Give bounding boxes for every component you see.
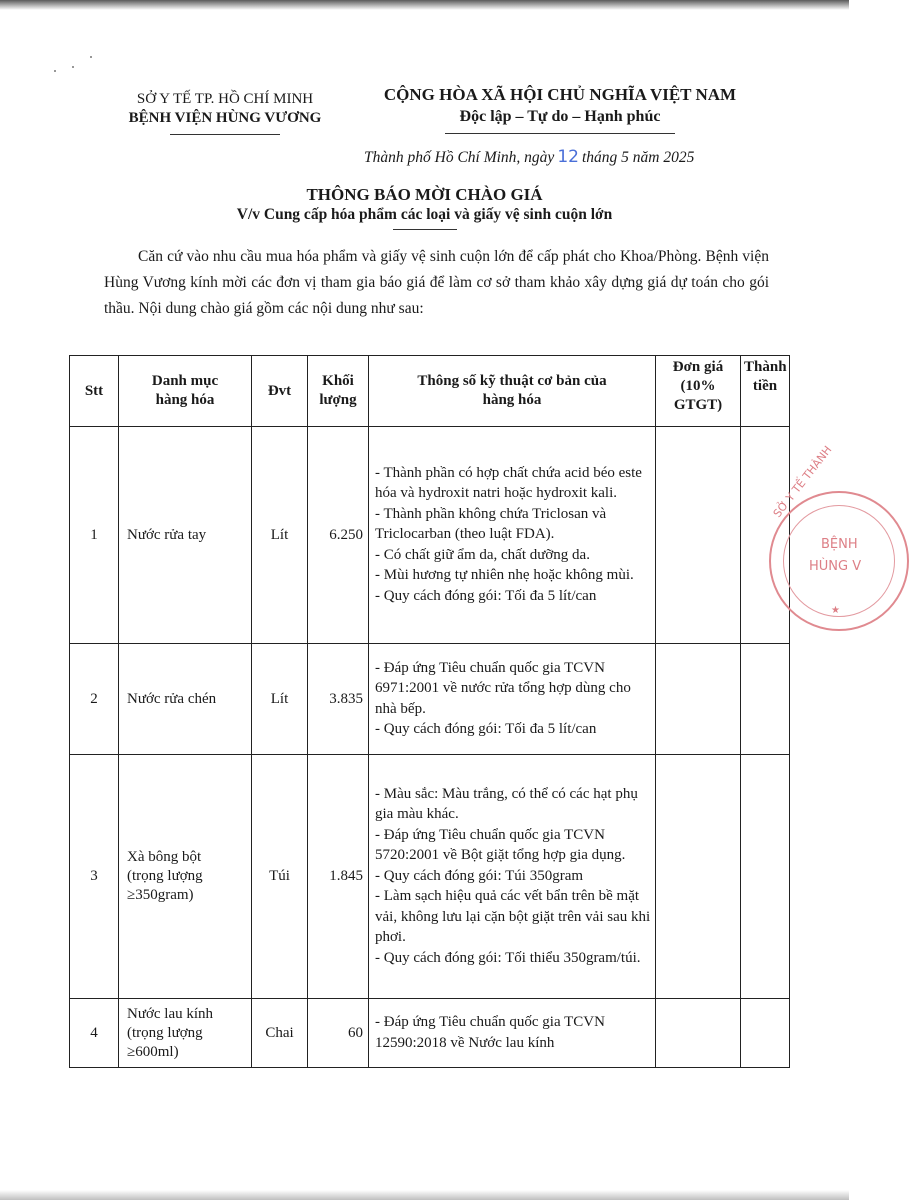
dateline-prefix: Thành phố Hồ Chí Minh, ngày	[364, 149, 555, 166]
cell-stt: 1	[70, 427, 119, 644]
dateline	[364, 147, 694, 167]
table-row	[70, 644, 790, 755]
header-national-motto	[355, 84, 765, 134]
cell-unit: Chai	[252, 999, 308, 1068]
scan-speck	[90, 56, 92, 58]
spec-line: - Thành phần không chứa Triclosan và Triclocarban (theo luật FDA).	[375, 505, 607, 543]
cell-specification	[369, 644, 656, 755]
cell-unit: Túi	[252, 755, 308, 999]
item-name-line: Nước rửa chén	[127, 690, 217, 707]
seal-text-line1: BỆNH	[821, 537, 858, 552]
spec-line: - Quy cách đóng gói: Tối đa 5 lít/can	[375, 587, 597, 604]
scan-speck	[72, 66, 74, 68]
cell-quantity: 3.835	[308, 644, 369, 755]
item-name-line: Xà bông bột	[127, 849, 202, 865]
document-subtitle: V/v Cung cấp hóa phẩm các loại và giấy vệ sinh cuộn lớn	[236, 206, 613, 223]
cell-amount	[741, 755, 790, 999]
header-country-name: CỘNG HÒA XÃ HỘI CHỦ NGHĨA VIỆT NAM	[383, 85, 737, 104]
header-agency-name: BỆNH VIỆN HÙNG VƯƠNG	[128, 110, 322, 126]
table-row	[70, 427, 790, 644]
spec-line: - Đáp ứng Tiêu chuẩn quốc gia TCVN 5720:2001 về Bột giặt tổng hợp gia dụng.	[375, 826, 626, 864]
cell-quantity: 60	[308, 999, 369, 1068]
spec-line: - Làm sạch hiệu quả các vết bẩn trên bề mặt vải, không lưu lại cặn bột giặt trên vải sau khi phơi.	[375, 888, 651, 946]
table-row	[70, 999, 790, 1068]
scan-edge-bottom	[0, 1190, 849, 1200]
red-seal-stamp	[769, 443, 909, 631]
header-agency-parent: SỞ Y TẾ TP. HỒ CHÍ MINH	[136, 91, 314, 107]
cell-unit: Lít	[252, 644, 308, 755]
header-motto: Độc lập – Tự do – Hạnh phúc	[459, 108, 661, 125]
cell-specification	[369, 427, 656, 644]
spec-line: - Màu sắc: Màu trắng, có thể có các hạt phụ gia màu khác.	[375, 785, 638, 823]
cell-specification	[369, 999, 656, 1068]
document-title: THÔNG BÁO MỜI CHÀO GIÁ	[306, 185, 543, 204]
table-header-row	[70, 356, 790, 427]
cell-item-name	[119, 999, 252, 1068]
spec-line: - Quy cách đóng gói: Tối thiểu 350gram/túi.	[375, 949, 641, 966]
spec-line: - Đáp ứng Tiêu chuẩn quốc gia TCVN 12590:2018 về Nước lau kính	[375, 1014, 605, 1051]
spec-line: - Quy cách đóng gói: Túi 350gram	[375, 867, 584, 884]
seal-star-icon: ★	[831, 605, 840, 616]
cell-stt: 2	[70, 644, 119, 755]
dateline-suffix: tháng 5 năm 2025	[581, 149, 695, 166]
col-header-stt: Stt	[70, 356, 119, 427]
item-name-line: (trọng lượng	[127, 1024, 203, 1041]
cell-unit-price	[656, 755, 741, 999]
cell-unit-price	[656, 427, 741, 644]
header-agency	[100, 90, 350, 135]
dateline-day-handwritten: 12	[557, 147, 579, 167]
cell-item-name	[119, 427, 252, 644]
cell-stt: 4	[70, 999, 119, 1068]
cell-item-name	[119, 755, 252, 999]
spec-line: - Mùi hương tự nhiên nhẹ hoặc không mùi.	[375, 567, 634, 584]
seal-text-line2: HÙNG V	[809, 559, 862, 574]
item-name-line: Nước lau kính	[127, 1005, 214, 1022]
item-name-line: Nước rửa tay	[127, 526, 207, 543]
spec-line: - Đáp ứng Tiêu chuẩn quốc gia TCVN 6971:2001 về nước rửa tổng hợp dùng cho nhà bếp.	[375, 659, 631, 717]
col-header-amount: Thành tiền	[741, 356, 790, 427]
cell-unit-price	[656, 999, 741, 1068]
col-header-item-name: Danh mục hàng hóa	[119, 356, 252, 427]
cell-amount	[741, 999, 790, 1068]
intro-paragraph: Căn cứ vào nhu cầu mua hóa phẩm và giấy vệ sinh cuộn lớn để cấp phát cho Khoa/Phòng. Bệnh viện Hùng Vương kính mời các đơn vị tham gia báo giá để làm cơ sở tham khảo xây dựng giá dự toán cho gói thầu. Nội dung chào giá gồm các nội dung như sau:	[104, 248, 769, 317]
col-header-unit-price: Đơn giá (10% GTGT)	[656, 356, 741, 427]
cell-quantity: 6.250	[308, 427, 369, 644]
cell-quantity: 1.845	[308, 755, 369, 999]
cell-amount	[741, 644, 790, 755]
spec-line: - Quy cách đóng gói: Tối đa 5 lít/can	[375, 721, 597, 737]
col-header-quantity: Khối lượng	[308, 356, 369, 427]
cell-unit: Lít	[252, 427, 308, 644]
header-agency-rule	[170, 134, 280, 135]
col-header-specification: Thông số kỹ thuật cơ bản của hàng hóa	[369, 356, 656, 427]
table-body	[70, 427, 790, 1068]
item-name-line: ≥350gram)	[127, 887, 194, 903]
item-name-line: ≥600ml)	[127, 1043, 179, 1060]
item-name-line: (trọng lượng	[127, 868, 203, 884]
header-motto-rule	[445, 133, 675, 134]
cell-specification	[369, 755, 656, 999]
seal-arc-text: SỞ Y TẾ THÀNH	[770, 443, 835, 520]
cell-stt: 3	[70, 755, 119, 999]
scan-speck	[54, 70, 56, 72]
table-row	[70, 755, 790, 999]
spec-line: - Có chất giữ ẩm da, chất dưỡng da.	[375, 546, 590, 563]
spec-line: - Thành phần có hợp chất chứa acid béo este hóa và hydroxit natri hoặc hydroxit kali.	[375, 464, 642, 502]
scan-edge-top	[0, 0, 849, 10]
subtitle-rule	[393, 229, 457, 230]
cell-item-name	[119, 644, 252, 755]
col-header-unit: Đvt	[252, 356, 308, 427]
cell-unit-price	[656, 644, 741, 755]
items-table	[69, 355, 790, 1068]
